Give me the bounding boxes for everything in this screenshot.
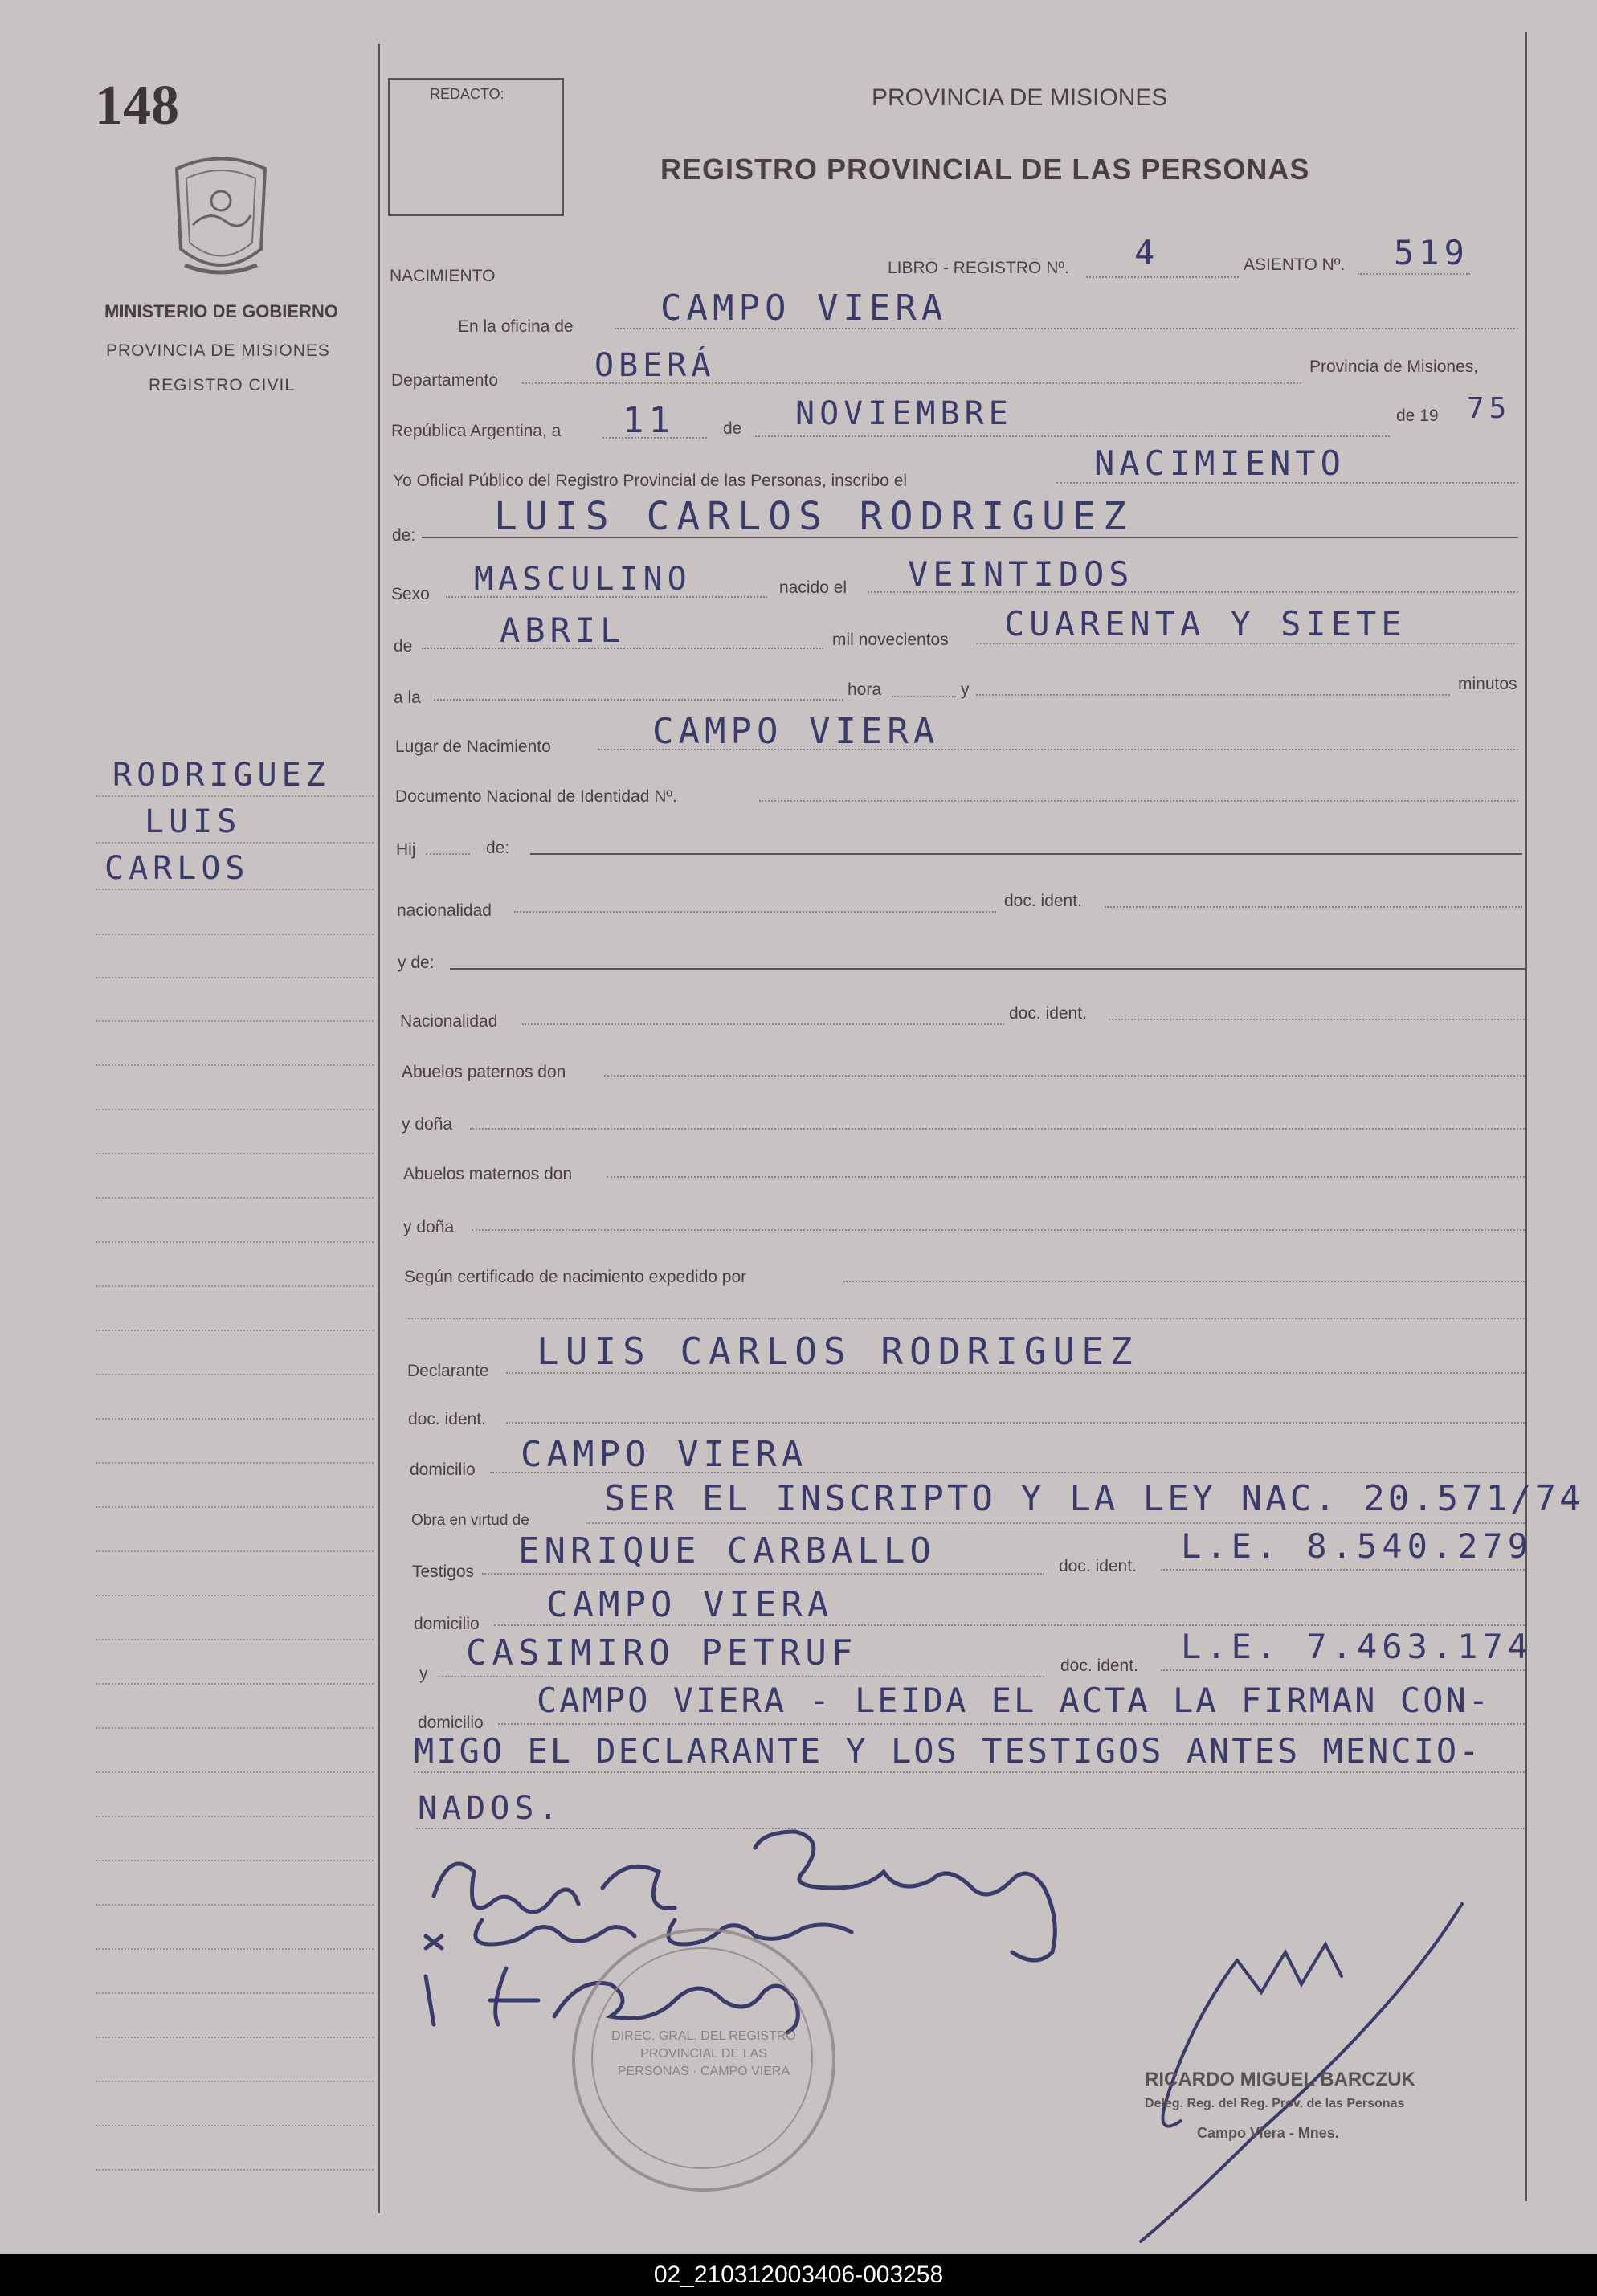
obra-label: Obra en virtud de [411, 1512, 529, 1529]
domicilio-label-1: domicilio [410, 1461, 476, 1479]
testigo2-doc-value: L.E. 7.463.174 [1181, 1627, 1534, 1666]
cierre-line-2: MIGO EL DECLARANTE Y LOS TESTIGOS ANTES MENCIO- [414, 1731, 1482, 1771]
domicilio-label-2: domicilio [414, 1615, 480, 1633]
redacto-box [388, 78, 564, 216]
inscribo-value: NACIMIENTO [1094, 443, 1346, 483]
margin-note-second: CARLOS [104, 850, 250, 887]
coat-of-arms-icon [161, 153, 281, 281]
asiento-label: ASIENTO Nº. [1244, 255, 1346, 274]
doc-ident-label-2: doc. ident. [1009, 1004, 1087, 1023]
cierre-line-3: NADOS. [418, 1790, 563, 1827]
y-testigo-label: y [419, 1665, 428, 1683]
y-label: y [961, 680, 970, 699]
asiento-value: 519 [1394, 233, 1469, 272]
oficina-label: En la oficina de [458, 317, 574, 336]
ministry-label: MINISTERIO DE GOBIERNO [104, 301, 338, 321]
testigo2-value: CASIMIRO PETRUF [466, 1632, 858, 1673]
abuelos-maternos-label: Abuelos maternos don [403, 1165, 573, 1183]
seal-text: DIREC. GRAL. DEL REGISTRO PROVINCIAL DE LAS PERSONAS · CAMPO VIERA [611, 2029, 796, 2078]
testigos-label: Testigos [412, 1563, 475, 1581]
sexo-value: MASCULINO [474, 561, 692, 598]
de-19-label: de 19 [1396, 406, 1439, 425]
declarante-value: LUIS CARLOS RODRIGUEZ [537, 1330, 1139, 1373]
nacido-el-value: VEINTIDOS [908, 554, 1134, 594]
y-dona-label-2: y doña [403, 1218, 455, 1236]
left-column-rule [378, 44, 380, 2213]
oficina-value: CAMPO VIERA [660, 288, 948, 329]
image-caption: 02_210312003406-003258 [0, 2254, 1597, 2296]
anio-value: 75 [1467, 392, 1512, 425]
officer-stamp-line-1: Deleg. Reg. del Reg. Prov. de las Personas [1145, 2097, 1405, 2110]
hij-label: Hij [396, 840, 416, 859]
nacido-el-label: nacido el [779, 578, 848, 597]
officer-stamp-line-2: Campo Viera - Mnes. [1197, 2125, 1339, 2141]
nacionalidad2-label: Nacionalidad [400, 1012, 498, 1031]
doc-ident-label-1: doc. ident. [1004, 892, 1082, 910]
segun-label: Según certificado de nacimiento expedido por [404, 1268, 747, 1286]
domicilio-testigo1-value: CAMPO VIERA [546, 1584, 834, 1625]
obra-value: SER EL INSCRIPTO Y LA LEY NAC. 20.571/74 [604, 1478, 1584, 1519]
officer-stamp-name: RICARDO MIGUEL BARCZUK [1145, 2069, 1415, 2090]
province-label: PROVINCIA DE MISIONES [106, 341, 330, 360]
redacto-label: REDACTO: [430, 86, 504, 102]
departamento-value: OBERÁ [594, 347, 716, 384]
sexo-label: Sexo [391, 585, 430, 603]
minutos-label: minutos [1458, 675, 1517, 693]
official-seal [572, 1928, 835, 2192]
doc-ident-label-3: doc. ident. [408, 1410, 486, 1428]
dia-value: 11 [623, 400, 675, 441]
doc-ident-label-5: doc. ident. [1060, 1657, 1138, 1675]
libro-label: LIBRO - REGISTRO Nº. [888, 259, 1069, 277]
republica-label: República Argentina, a [391, 422, 562, 440]
right-column-rule [1525, 32, 1527, 2201]
registry-heading: REGISTRO PROVINCIAL DE LAS PERSONAS [660, 153, 1310, 186]
oficial-label: Yo Oficial Público del Registro Provincial de las Personas, inscribo el [393, 472, 908, 490]
margin-note-first: LUIS [145, 803, 242, 840]
hora-label: hora [848, 680, 882, 699]
mil-novecientos-label: mil novecientos [832, 631, 949, 649]
declarante-label: Declarante [407, 1362, 489, 1380]
abuelos-paternos-label: Abuelos paternos don [402, 1063, 566, 1081]
departamento-label: Departamento [391, 371, 499, 390]
de-label: de [723, 419, 742, 438]
doc-ident-label-4: doc. ident. [1059, 1557, 1137, 1575]
testigo1-value: ENRIQUE CARBALLO [518, 1530, 936, 1571]
registro-civil-label: REGISTRO CIVIL [149, 376, 296, 394]
y-dona-label-1: y doña [402, 1115, 453, 1134]
cierre-line-1: CAMPO VIERA - LEIDA EL ACTA LA FIRMAN CON- [537, 1681, 1492, 1720]
province-heading: PROVINCIA DE MISIONES [872, 84, 1168, 111]
margin-note-surname: RODRIGUEZ [112, 757, 330, 794]
nombre-value: LUIS CARLOS RODRIGUEZ [494, 494, 1133, 539]
provincia-misiones-label: Provincia de Misiones, [1309, 357, 1479, 376]
documento-label: Documento Nacional de Identidad Nº. [395, 787, 677, 806]
de-colon-label: de: [392, 526, 416, 545]
domicilio-label-3: domicilio [418, 1714, 484, 1732]
a-la-label: a la [394, 688, 421, 707]
hij-de-label: de: [486, 839, 510, 857]
lugar-label: Lugar de Nacimiento [395, 737, 551, 756]
mes-value: NOVIEMBRE [795, 395, 1013, 432]
anio-nacimiento-value: CUARENTA Y SIETE [1004, 604, 1407, 643]
folio-number: 148 [95, 75, 179, 137]
lugar-value: CAMPO VIERA [652, 711, 940, 752]
mes-nacimiento-value: ABRIL [500, 611, 626, 650]
testigo1-doc-value: L.E. 8.540.279 [1181, 1526, 1534, 1566]
libro-value: 4 [1134, 233, 1160, 272]
nacionalidad-label: nacionalidad [397, 901, 492, 920]
domicilio-declarante-value: CAMPO VIERA [521, 1434, 808, 1475]
nacimiento-label: NACIMIENTO [390, 267, 496, 285]
y-de-label: y de: [398, 954, 435, 972]
de-mes-label: de [394, 637, 413, 656]
